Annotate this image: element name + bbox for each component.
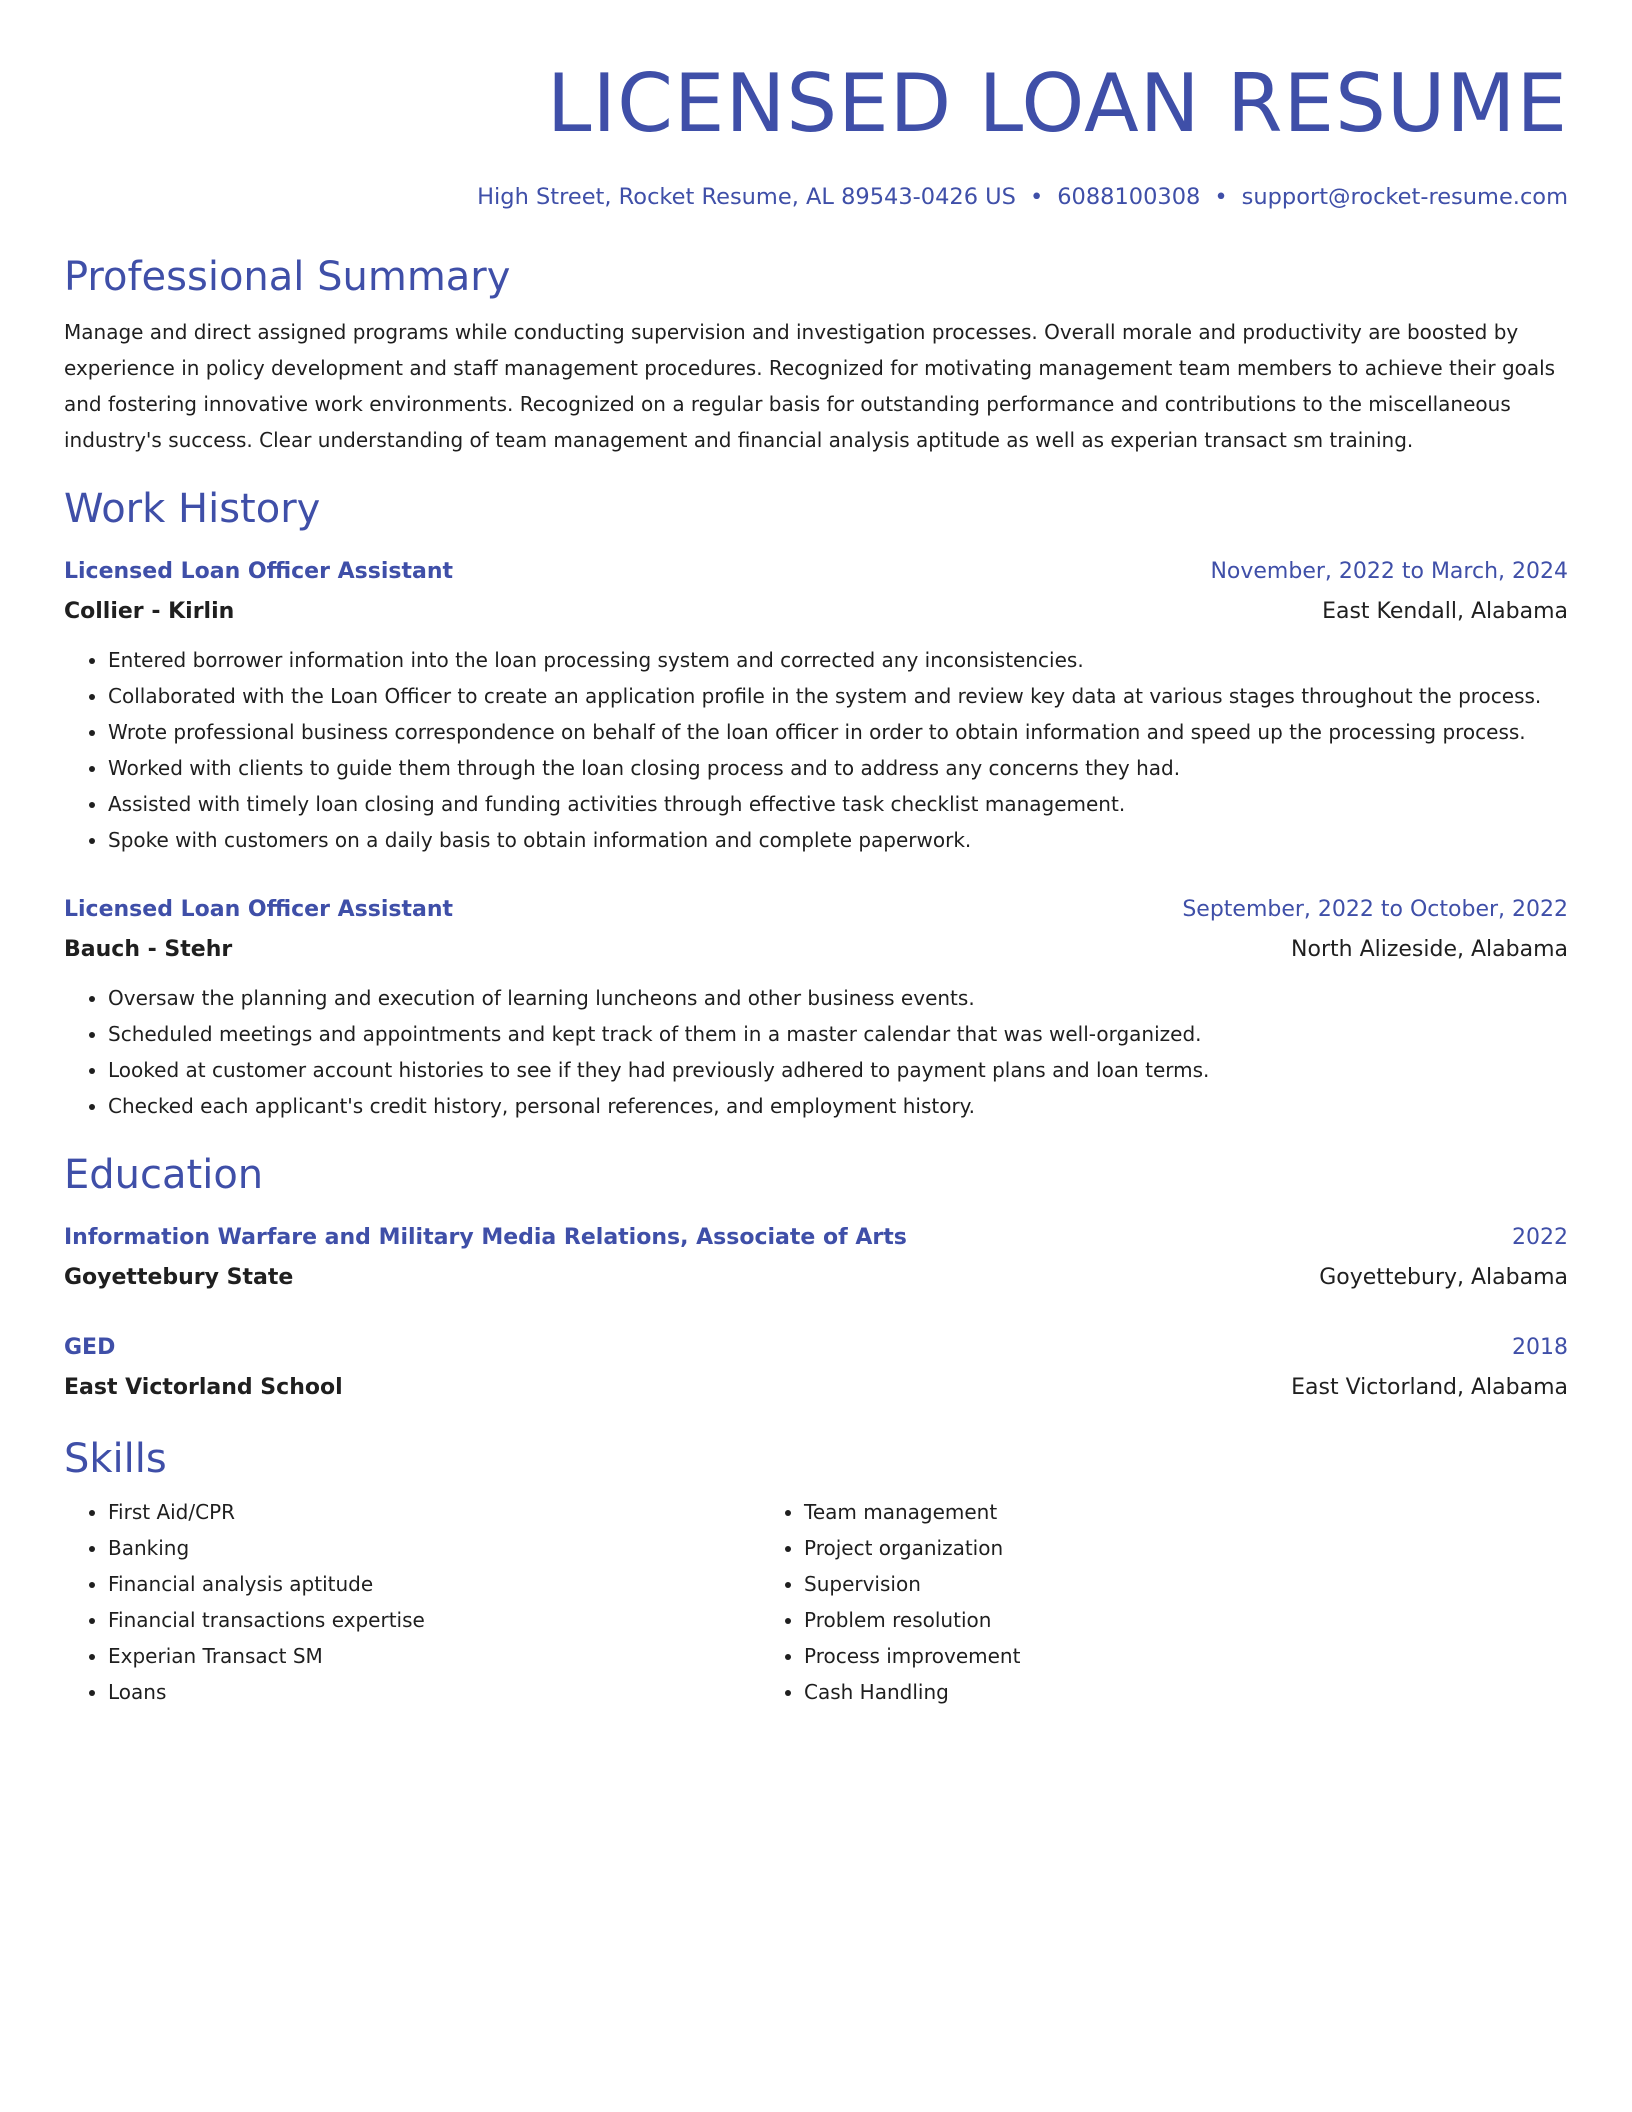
education-location: East Victorland, Alabama (1291, 1375, 1568, 1400)
job-bullet: • Worked with clients to guide them through the loan closing process and to address any concerns they had. (108, 750, 1568, 786)
skill-item: • Supervision (804, 1566, 1444, 1602)
resume-header (64, 56, 1568, 212)
skill-item: • Process improvement (804, 1638, 1444, 1674)
job-bullet: • Scheduled meetings and appointments and kept track of them in a master calendar that was well-organized. (108, 1016, 1568, 1052)
job-bullet: • Collaborated with the Loan Officer to create an application profile in the system and review key data at various stages throughout the process. (108, 678, 1568, 714)
education-entry (64, 1328, 1568, 1408)
skills-list-left (64, 1494, 754, 1710)
section-title-education: Education (64, 1152, 264, 1198)
contact-separator: • (1029, 184, 1044, 210)
job-bullet: • Oversaw the planning and execution of learning luncheons and other business events. (108, 980, 1568, 1016)
skill-item: • Team management (804, 1494, 1444, 1530)
skills-columns (64, 1494, 1568, 1710)
job-bullet: • Spoke with customers on a daily basis to obtain information and complete paperwork. (108, 822, 1568, 858)
skill-item: • First Aid/CPR (108, 1494, 754, 1530)
contact-phone: 6088100308 (1057, 184, 1201, 210)
skill-item: • Cash Handling (804, 1674, 1444, 1710)
section-title-work-history: Work History (64, 486, 321, 532)
education-year: 2018 (1512, 1335, 1568, 1360)
skill-item: • Problem resolution (804, 1602, 1444, 1638)
job-entry (64, 552, 1568, 858)
job-bullet: • Entered borrower information into the loan processing system and corrected any inconsistencies. (108, 642, 1568, 678)
skill-item: • Financial transactions expertise (108, 1602, 754, 1638)
job-entry (64, 890, 1568, 1124)
skill-item: • Project organization (804, 1530, 1444, 1566)
skill-item: • Financial analysis aptitude (108, 1566, 754, 1602)
skill-item: • Loans (108, 1674, 754, 1710)
job-role: Licensed Loan Officer Assistant (64, 897, 454, 922)
skill-item: • Experian Transact SM (108, 1638, 754, 1674)
summary-text: Manage and direct assigned programs while conducting supervision and investigation processes. Overall morale and productivity are boosted by experience in policy development and staff management procedures. Recognized for motivating management team members to achieve their goals and fostering innovative work environments. Recognized on a regular basis for outstanding performance and contributions to the miscellaneous industry's success. Clear understanding of team management and financial analysis aptitude as well as experian transact sm training. (64, 320, 1556, 452)
contact-email: support@rocket-resume.com (1241, 184, 1568, 210)
skills-list-right (754, 1494, 1444, 1710)
education-degree: Information Warfare and Military Media Relations, Associate of Arts (64, 1225, 907, 1250)
job-company: Bauch - Stehr (64, 937, 233, 962)
education-year: 2022 (1512, 1225, 1568, 1250)
job-location: North Alizeside, Alabama (1291, 937, 1568, 962)
job-bullet: • Checked each applicant's credit history, personal references, and employment history. (108, 1088, 1568, 1124)
job-bullet: • Looked at customer account histories to see if they had previously adhered to payment plans and loan terms. (108, 1052, 1568, 1088)
contact-address: High Street, Rocket Resume, AL 89543-0426 US (477, 184, 1016, 210)
skill-item: • Banking (108, 1530, 754, 1566)
education-location: Goyettebury, Alabama (1319, 1265, 1568, 1290)
job-dates: November, 2022 to March, 2024 (1210, 559, 1568, 584)
education-entry (64, 1218, 1568, 1298)
job-location: East Kendall, Alabama (1322, 599, 1568, 624)
job-bullets (64, 642, 1568, 858)
contact-separator: • (1214, 184, 1228, 210)
job-role: Licensed Loan Officer Assistant (64, 559, 454, 584)
job-bullet: • Wrote professional business correspondence on behalf of the loan officer in order to obtain information and speed up the processing process. (108, 714, 1568, 750)
education-degree: GED (64, 1335, 116, 1360)
job-dates: September, 2022 to October, 2022 (1182, 897, 1568, 922)
education-school: Goyettebury State (64, 1265, 294, 1290)
resume-title: LICENSED LOAN RESUME (546, 57, 1568, 150)
job-bullets (64, 980, 1568, 1124)
job-company: Collier - Kirlin (64, 599, 235, 624)
job-bullet: • Assisted with timely loan closing and funding activities through effective task checklist management. (108, 786, 1568, 822)
education-school: East Victorland School (64, 1375, 343, 1400)
section-title-summary: Professional Summary (64, 254, 511, 300)
section-title-skills: Skills (64, 1436, 167, 1482)
contact-line (64, 182, 1568, 212)
